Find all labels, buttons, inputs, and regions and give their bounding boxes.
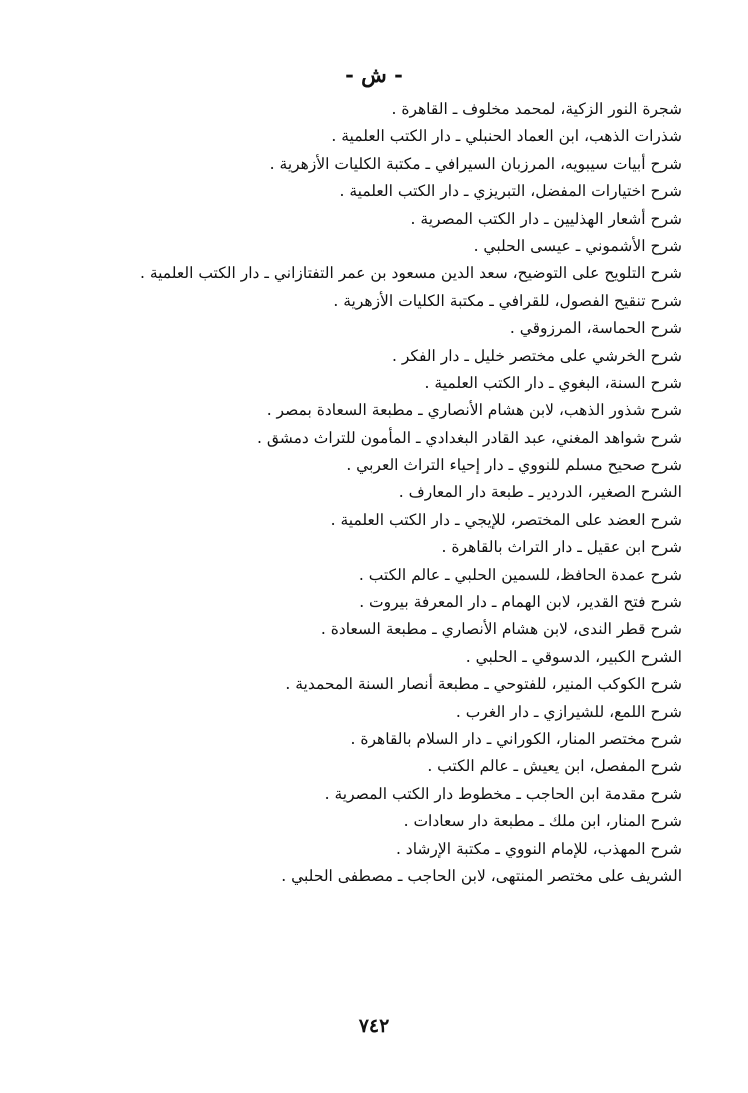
bibliography-entry: شرح المنار، ابن ملك ـ مطبعة دار سعادات . [403,812,682,831]
bibliography-list [62,96,682,890]
bibliography-entry: الشرح الكبير، الدسوقي ـ الحلبي . [465,647,682,666]
bibliography-entry: شرح الأشموني ـ عيسى الحلبي . [473,236,682,255]
bibliography-entry: شرح المهذب، للإمام النووي ـ مكتبة الإرشاد . [395,839,682,858]
bibliography-entry: الشرح الصغير، الدردير ـ طبعة دار المعارف . [398,483,682,502]
bibliography-entry: شجرة النور الزكية، لمحمد مخلوف ـ القاهرة . [391,100,682,118]
bibliography-entry: شرح شواهد المغني، عبد القادر البغدادي ـ المأمون للتراث دمشق . [256,428,682,447]
bibliography-entry: شرح الكوكب المنير، للفتوحي ـ مطبعة أنصار السنة المحمدية . [285,675,682,694]
bibliography-entry: شرح العضد على المختصر، للإيجي ـ دار الكتب العلمية . [330,510,682,529]
bibliography-entry: شرح ابن عقيل ـ دار التراث بالقاهرة . [441,538,682,557]
bibliography-entry: شرح اللمع، للشيرازي ـ دار الغرب . [455,702,682,721]
bibliography-entry: شرح الحماسة، المرزوقي . [509,319,682,338]
bibliography-entry: الشريف على مختصر المنتهى، لابن الحاجب ـ مصطفى الحلبي . [281,866,682,885]
bibliography-entry: شرح أشعار الهذليين ـ دار الكتب المصرية . [410,209,682,228]
bibliography-entry: شرح شذور الذهب، لابن هشام الأنصاري ـ مطبعة السعادة بمصر . [266,401,682,420]
bibliography-entry: شرح أبيات سيبويه، المرزبان السيرافي ـ مكتبة الكليات الأزهرية . [269,154,682,173]
bibliography-entry: شرح التلويح على التوضيح، سعد الدين مسعود بن عمر التفتازاني ـ دار الكتب العلمية . [139,264,682,283]
bibliography-entry: شرح تنقيح الفصول، للقرافي ـ مكتبة الكليات الأزهرية . [333,291,682,310]
bibliography-entry: شرح السنة، البغوي ـ دار الكتب العلمية . [424,373,682,392]
page-number: ٧٤٢ [358,1015,390,1037]
bibliography-entry: شرح فتح القدير، لابن الهمام ـ دار المعرفة بيروت . [359,593,682,612]
bibliography-entry: شرح المفصل، ابن يعيش ـ عالم الكتب . [427,757,682,776]
bibliography-entry: شرح مختصر المنار، الكوراني ـ دار السلام بالقاهرة . [350,729,682,748]
section-letter-heading: - ش - [345,62,403,87]
bibliography-entry: شرح مقدمة ابن الحاجب ـ مخطوط دار الكتب المصرية . [324,784,682,803]
bibliography-entry: شرح عمدة الحافظ، للسمين الحلبي ـ عالم الكتب . [358,565,682,584]
bibliography-entry: شرح الخرشي على مختصر خليل ـ دار الفكر . [391,346,682,365]
bibliography-entry: شرح صحيح مسلم للنووي ـ دار إحياء التراث العربي . [346,456,682,475]
bibliography-entry: شرح اختيارات المفضل، التبريزي ـ دار الكتب العلمية . [339,182,682,201]
bibliography-entry: شذرات الذهب، ابن العماد الحنبلي ـ دار الكتب العلمية . [331,127,682,146]
bibliography-entry: شرح قطر الندى، لابن هشام الأنصاري ـ مطبعة السعادة . [320,620,682,639]
